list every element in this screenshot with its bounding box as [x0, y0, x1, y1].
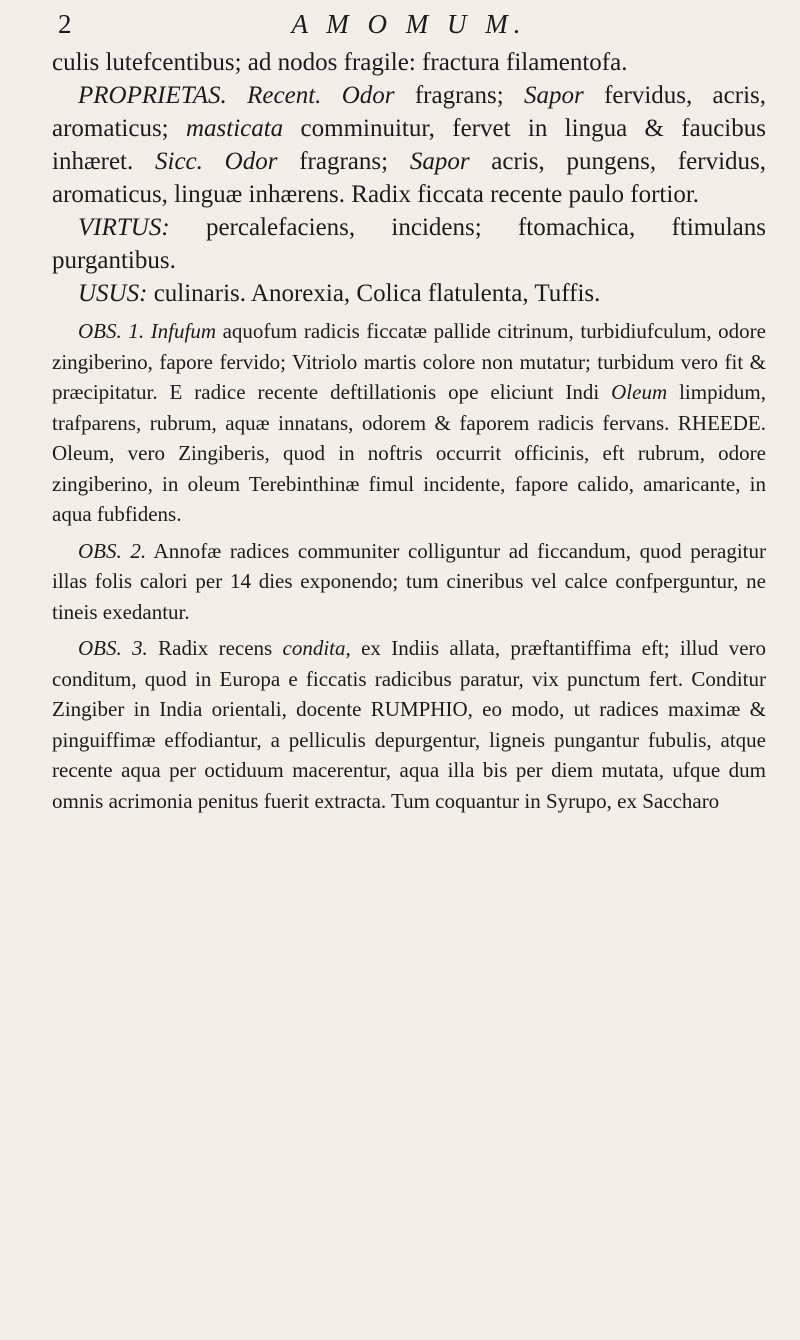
observation-label: OBS. 1.	[78, 319, 145, 343]
paragraph-usus: USUS: culinaris. Anorexia, Colica flatulenta, Tuffis.	[78, 280, 601, 307]
paragraph-virtus: VIRTUS: percalefaciens, incidens; ftomachica, ftimulans purgantibus.	[52, 214, 766, 274]
observation-2: OBS. 2. Annofæ radices communiter colliguntur ad ficcandum, quod peragitur illas folis calori per 14 dies exponendo; tum cineribus vel calce confperguntur, ne tineis exedantur.	[52, 538, 767, 624]
section-heading-usus: USUS:	[78, 280, 148, 307]
page-header	[52, 4, 766, 44]
observation-3: OBS. 3. Radix recens condita, ex Indiis allata, præftantiffima eft; illud vero conditum, quod in Europa e ficcatis radicibus paratur, vix punctum fert. Conditur Zingiber in India orientali, docente RUMPHIO, eo modo, ut radices maximæ & pinguiffimæ effodiantur, a pelliculis depurgentur, ligneis pungantur fubulis, atque recente aqua per octiduum macerentur, aqua illa bis per diem mutata, ufque dum omnis acrimonia penitus fuerit extracta. Tum coquantur in Syrupo, ex Saccharo	[52, 636, 767, 813]
paragraph-continuation: culis lutefcentibus; ad nodos fragile: fractura filamentofa.	[52, 49, 628, 76]
observation-1: OBS. 1. Infufum aquofum radicis ficcatæ pallide citrinum, turbidiufculum, odore zingiberino, fapore fervido; Vitriolo martis colore non mutatur; turbidum vero fit & præcipitatur. E radice recente deftillationis ope eliciunt Indi Oleum limpidum, trafparens, rubrum, aquæ innatans, odorem & faporem radicis fervans. RHEEDE. Oleum, vero Zingiberis, quod in noftris occurrit officinis, eft rubrum, odore zingiberino, in oleum Terebinthinæ fimul incidente, fapore calido, amaricante, in aqua fubfidens.	[52, 319, 766, 526]
observation-label: OBS. 2.	[78, 538, 147, 563]
running-title: A M O M U M.	[291, 9, 527, 39]
section-heading-virtus: VIRTUS:	[78, 214, 170, 241]
observation-label: OBS. 3.	[78, 636, 148, 660]
section-heading-proprietas: PROPRIETAS.	[78, 82, 227, 109]
page-number: 2	[58, 9, 72, 39]
paragraph-proprietas: PROPRIETAS. Recent. Odor fragrans; Sapor fervidus, acris, aromaticus; masticata comminuitur, fervet in lingua & faucibus inhæret. Sicc. Odor fragrans; Sapor acris, pungens, fervidus, aromaticus, linguæ inhærens. Radix ficcata recente paulo fortior.	[52, 82, 767, 208]
